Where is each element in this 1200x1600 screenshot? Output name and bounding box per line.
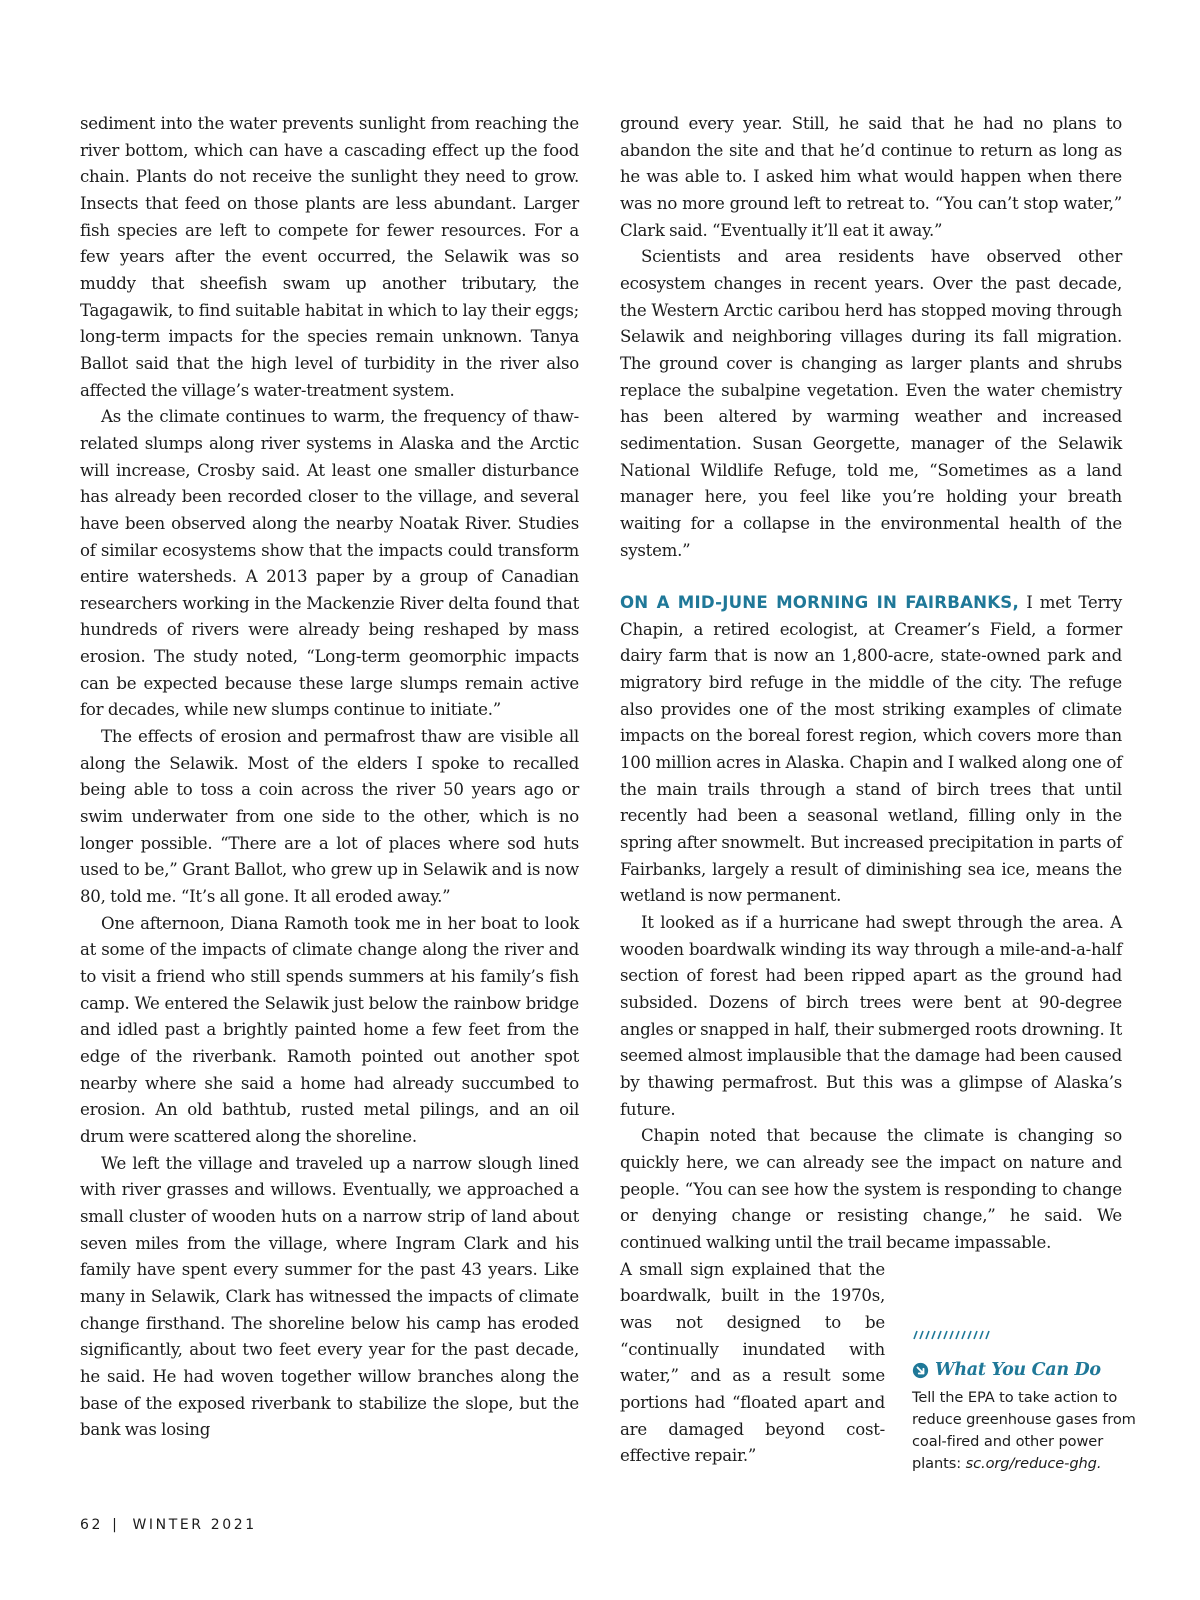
body-paragraph: The effects of erosion and permafrost thaw are visible all along the Selawik. Most of the elders I spoke to recalled being able to toss a coin across the river 50 years ago or swim underwater from one side to the other, which is no longer possible. “There are a lot of places where sod huts used to be,” Grant Ballot, who grew up in Selawik and is now 80, told me. “It’s all gone. It all eroded away.” [80, 727, 579, 907]
arrow-circle-icon [912, 1362, 929, 1379]
section-opening-text: I met Terry Chapin, a retired ecologist, at Creamer’s Field, a former dairy farm that is now an 1,800-acre, state-owned park and migratory bird refuge in the middle of the city. The refuge also provides one of the most striking examples of climate impacts on the boreal forest region, which covers more than 100 million acres in Alaska. Chapin and I walked along one of the main trails through a stand of birch trees that until recently had been a seasonal wetland, filling only in the spring after snowmelt. But increased precipitation in parts of Fairbanks, largely a result of diminishing sea ice, means the wetland is now permanent. [620, 593, 1122, 906]
right-column [620, 111, 1122, 1470]
page-footer [80, 1517, 257, 1533]
body-paragraph-narrow: A small sign explained that the boardwalk, built in the 1970s, was not designed to be “continually inundated with water,” and as a result some portions had “floated apart and are damaged beyond cost-effective repair.” [620, 1259, 885, 1466]
what-you-can-do-sidebar [912, 1330, 1137, 1475]
sidebar-body [912, 1387, 1137, 1475]
body-paragraph: It looked as if a hurricane had swept through the area. A wooden boardwalk winding its way through a mile-and-a-half section of forest had been ripped apart as the ground had subsided. Dozens of birch trees were bent at 90-degree angles or snapped in half, their submerged roots drowning. It seemed almost implausible that the damage had been caused by thawing permafrost. But this was a glimpse of Alaska’s future. [620, 913, 1122, 1119]
sidebar-header [912, 1360, 1137, 1380]
body-paragraph: ground every year. Still, he said that he had no plans to abandon the site and that he’d continue to return as long as he was able to. I asked him what would happen when there was no more ground left to retreat to. “You can’t stop water,” Clark said. “Eventually it’ll eat it away.” [620, 114, 1122, 240]
body-paragraph: Chapin noted that because the climate is changing so quickly here, we can already see the impact on nature and people. “You can see how the system is responding to change or denying change or resisting change,” he said. We continued walking until the trail became impassable. [620, 1126, 1122, 1252]
body-paragraph: sediment into the water prevents sunlight from reaching the river bottom, which can have a cascading effect up the food chain. Plants do not receive the sunlight they need to grow. Insects that feed on those plants are less abundant. Larger fish species are left to compete for fewer resources. For a few years after the event occurred, the Selawik was so muddy that sheefish swam up another tributary, the Tagagawik, to find suitable habitat in which to lay their eggs; long-term impacts for the species remain unknown. Tanya Ballot said that the high level of turbidity in the river also affected the village’s water-treatment system. [80, 114, 579, 400]
sidebar-text: Tell the EPA to take action to reduce greenhouse gases from coal-fired and other power plants: [912, 1389, 1136, 1472]
page-number: 62 [80, 1517, 104, 1533]
body-paragraph: We left the village and traveled up a narrow slough lined with river grasses and willows. Eventually, we approached a small cluster of wooden huts on a narrow strip of land about seven miles from the village, where Ingram Clark and his family have spent every summer for the past 43 years. Like many in Selawik, Clark has witnessed the impacts of climate change firsthand. The shoreline below his camp has eroded significantly, about two feet every year for the past decade, he said. He had woven together willow branches along the base of the exposed riverbank to stabilize the slope, but the bank was losing [80, 1153, 579, 1440]
sidebar-link[interactable]: sc.org/reduce-ghg. [965, 1455, 1102, 1472]
body-paragraph: One afternoon, Diana Ramoth took me in her boat to look at some of the impacts of climate change along the river and to visit a friend who still spends summers at his family’s fish camp. We entered the Selawik just below the rainbow bridge and idled past a brightly painted home a few feet from the edge of the riverbank. Ramoth pointed out another spot nearby where she said a home had already succumbed to erosion. An old bathtub, rusted metal pilings, and an oil drum were scattered along the shoreline. [80, 913, 579, 1146]
issue-label: WINTER 2021 [132, 1517, 257, 1533]
body-paragraph: Scientists and area residents have observed other ecosystem changes in recent years. Over the past decade, the Western Arctic caribou herd has stopped moving through Selawik and neighboring villages during its fall migration. The ground cover is changing as larger plants and shrubs replace the subalpine vegetation. Even the water chemistry has been altered by warming weather and increased sedimentation. Susan Georgette, manager of the Selawik National Wildlife Refuge, told me, “Sometimes as a land manager here, you feel like you’re holding your breath waiting for a collapse in the environmental health of the system.” [620, 247, 1122, 560]
footer-separator: | [112, 1517, 120, 1533]
left-column [80, 111, 579, 1444]
body-paragraph: As the climate continues to warm, the frequency of thaw-related slumps along river systems in Alaska and the Arctic will increase, Crosby said. At least one smaller disturbance has already been recorded closer to the village, and several have been observed along the nearby Noatak River. Studies of similar ecosystems show that the impacts could transform entire watersheds. A 2013 paper by a group of Canadian researchers working in the Mackenzie River delta found that hundreds of rivers were already being reshaped by mass erosion. The study noted, “Long-term geomorphic impacts can be expected because these large slumps remain active for decades, while new slumps continue to initiate.” [80, 407, 579, 720]
section-opening-paragraph [620, 590, 1122, 910]
section-lead-in: ON A MID-JUNE MORNING IN FAIRBANKS, [620, 593, 1019, 613]
hatch-rule-decoration [912, 1330, 994, 1340]
sidebar-title: What You Can Do [935, 1360, 1101, 1380]
